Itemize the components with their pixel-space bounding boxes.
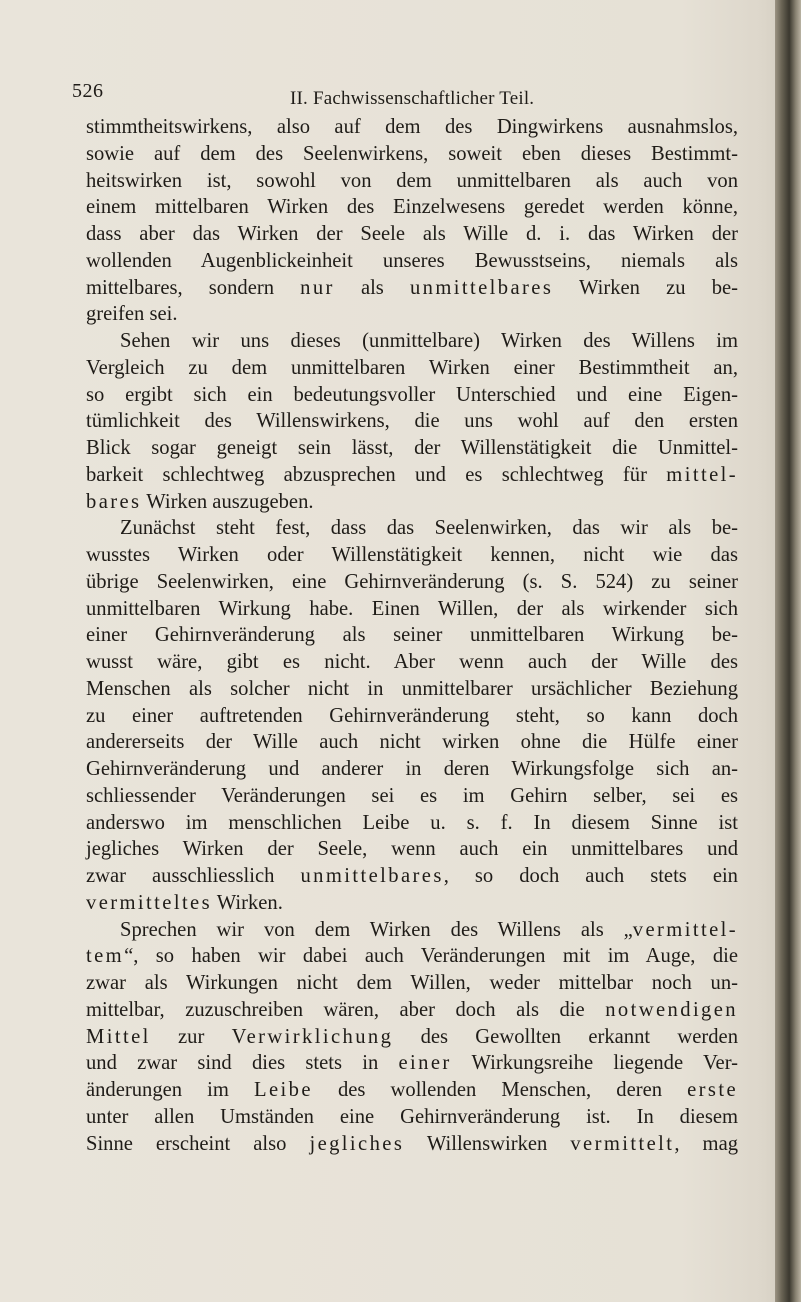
text-line <box>86 1104 738 1131</box>
text-line <box>86 783 738 810</box>
text-segment: heitswirken ist, sowohl von dem unmittelbaren als auch von <box>86 169 738 192</box>
text-line <box>86 489 738 516</box>
text-segment: wusst wäre, gibt es nicht. Aber wenn auch der Wille des <box>86 651 738 673</box>
text-line <box>86 1050 738 1077</box>
text-segment: Gehirnveränderung und anderer in deren Wirkungsfolge sich an- <box>86 758 738 780</box>
text-line <box>86 970 738 997</box>
text-line <box>86 382 738 409</box>
text-line <box>86 756 738 783</box>
text-line <box>86 622 738 649</box>
text-line <box>86 596 738 623</box>
spaced-emphasis: vermittelt <box>570 1132 675 1155</box>
text-segment: andererseits der Wille auch nicht wirken ohne die Hülfe einer <box>86 731 738 754</box>
text-line <box>86 943 738 970</box>
text-segment: barkeit schlechtweg abzusprechen und es schlechtweg für <box>86 463 667 486</box>
text-segment: des Gewollten erkannt werden <box>393 1025 738 1048</box>
text-segment: Sinne erscheint also <box>86 1132 310 1155</box>
text-segment: Blick sogar geneigt sein lässt, der Willenstätigkeit die Unmittel- <box>86 437 738 459</box>
text-segment: sowie auf dem des Seelenwirkens, soweit eben dieses Bestimmt- <box>86 142 738 165</box>
spaced-emphasis: unmittelbares <box>300 865 444 887</box>
text-segment: zwar als Wirkungen nicht dem Willen, weder mittelbar noch un- <box>86 972 738 994</box>
text-segment: anderswo im menschlichen Leibe u. s. f. In diesem Sinne ist <box>86 811 738 834</box>
text-segment: mittelbar, zuzuschreiben wären, aber doch als die <box>86 998 606 1021</box>
text-line <box>86 836 738 863</box>
text-line <box>86 248 738 275</box>
text-line <box>86 676 738 703</box>
text-segment: Vergleich zu dem unmittelbaren Wirken einer Bestimmtheit an, <box>86 356 738 379</box>
text-line <box>86 863 738 890</box>
text-line <box>86 408 738 435</box>
text-segment: schliessender Veränderungen sei es im Gehirn selber, sei es <box>86 784 738 807</box>
spaced-emphasis: Mittel <box>86 1025 151 1048</box>
text-segment: Wirken. <box>212 891 283 914</box>
spaced-emphasis: vermitteltes <box>86 891 213 914</box>
text-line <box>86 301 738 328</box>
text-segment: Willenswirken <box>404 1132 571 1155</box>
text-line <box>86 328 738 355</box>
text-line <box>86 355 738 382</box>
text-line <box>86 997 738 1024</box>
text-line <box>86 917 738 944</box>
text-segment: übrige Seelenwirken, eine Gehirnveränderung (s. S. 524) zu seiner <box>86 570 738 593</box>
text-segment: jegliches Wirken der Seele, wenn auch ein unmittelbares und <box>86 838 738 861</box>
text-segment: Wirken auszugeben. <box>141 490 314 513</box>
text-line <box>86 221 738 248</box>
text-line <box>86 275 738 302</box>
text-segment: dass aber das Wirken der Seele als Wille d. i. das Wirken der <box>86 223 738 245</box>
spaced-emphasis: Leibe <box>254 1079 313 1101</box>
spaced-emphasis: erste <box>687 1079 738 1101</box>
spaced-emphasis: bares <box>86 490 142 513</box>
spaced-emphasis: nur <box>300 276 335 299</box>
text-segment: Wirkungsreihe liegende Ver- <box>451 1052 738 1075</box>
text-segment: Sehen wir uns dieses (unmittelbare) Wirken des Willens im <box>120 330 738 352</box>
text-line <box>86 141 738 168</box>
page-number: 526 <box>72 80 104 102</box>
text-segment: Menschen als solcher nicht in unmittelbarer ursächlicher Beziehung <box>86 677 738 700</box>
running-head: II. Fachwissenschaftlicher Teil. <box>290 88 535 109</box>
text-line <box>86 435 738 462</box>
text-segment: und zwar sind dies stets in <box>86 1052 399 1075</box>
text-line <box>86 729 738 756</box>
text-segment: Wirken zu be- <box>553 276 738 299</box>
spaced-emphasis: mittel- <box>666 463 738 486</box>
text-line <box>86 649 738 676</box>
spaced-emphasis: einer <box>398 1052 452 1075</box>
text-line <box>86 890 738 917</box>
book-binding-edge <box>775 0 801 1302</box>
spaced-emphasis: tem <box>86 945 125 968</box>
text-segment: des wollenden Menschen, deren <box>312 1079 688 1101</box>
text-segment: änderungen im <box>86 1079 254 1101</box>
text-segment: greifen sei. <box>86 303 178 326</box>
text-line <box>86 1024 738 1051</box>
text-segment: Sprechen wir von dem Wirken des Willens als „ <box>120 918 633 941</box>
spaced-emphasis: Verwirklichung <box>231 1025 394 1048</box>
text-segment: so ergibt sich ein bedeutungsvoller Unterschied und eine Eigen- <box>86 383 738 406</box>
text-segment: wusstes Wirken oder Willenstätigkeit kennen, nicht wie das <box>86 544 738 566</box>
spaced-emphasis: jegliches <box>309 1132 405 1155</box>
text-segment: , so doch auch stets ein <box>443 865 738 887</box>
spaced-emphasis: vermittel- <box>632 918 738 941</box>
text-line <box>86 810 738 837</box>
text-segment: wollenden Augenblickeinheit unseres Bewusstseins, niemals als <box>86 249 738 272</box>
text-segment: einer Gehirnveränderung als seiner unmittelbaren Wirkung be- <box>86 624 738 647</box>
page-header <box>0 80 801 110</box>
text-line <box>86 1131 738 1158</box>
text-line <box>86 114 738 141</box>
text-segment: zur <box>150 1025 232 1048</box>
text-segment: unmittelbaren Wirkung habe. Einen Willen, der als wirkender sich <box>86 597 738 620</box>
text-segment: zu einer auftretenden Gehirnveränderung steht, so kann doch <box>86 704 738 727</box>
text-segment: zwar ausschliesslich <box>86 865 301 887</box>
text-segment: , mag <box>674 1132 739 1155</box>
text-line <box>86 569 738 596</box>
text-line <box>86 542 738 569</box>
spaced-emphasis: unmittelbares <box>409 276 554 299</box>
text-line <box>86 168 738 195</box>
text-segment: stimmtheitswirkens, also auf dem des Dingwirkens ausnahmslos, <box>86 116 738 138</box>
text-segment: “, so haben wir dabei auch Veränderungen mit im Auge, die <box>124 945 738 968</box>
text-segment: unter allen Umständen eine Gehirnveränderung ist. In diesem <box>86 1105 738 1128</box>
text-segment: als <box>334 276 410 299</box>
text-line <box>86 703 738 730</box>
text-line <box>86 462 738 489</box>
text-line <box>86 1077 738 1104</box>
body-text <box>86 114 738 1157</box>
text-segment: einem mittelbaren Wirken des Einzelwesens geredet werden könne, <box>86 196 738 219</box>
text-segment: tümlichkeit des Willenswirkens, die uns wohl auf den ersten <box>86 410 738 433</box>
text-segment: mittelbares, sondern <box>86 276 301 299</box>
text-line <box>86 515 738 542</box>
spaced-emphasis: notwendigen <box>605 998 738 1021</box>
text-segment: Zunächst steht fest, dass das Seelenwirken, das wir als be- <box>120 517 738 540</box>
text-line <box>86 194 738 221</box>
